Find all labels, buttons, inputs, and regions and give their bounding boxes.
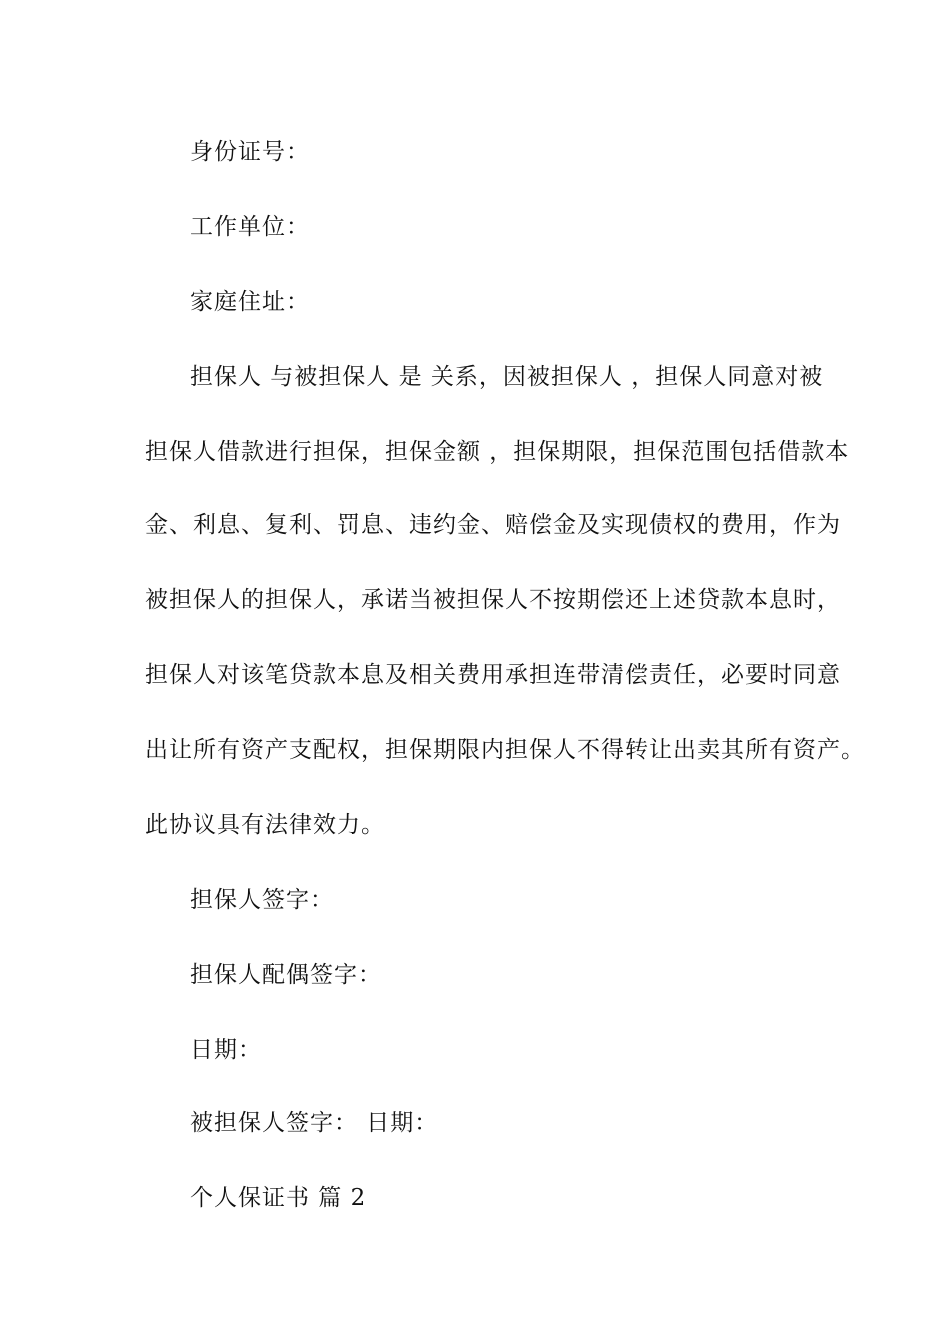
paragraph-line: 担保人对该笔贷款本息及相关费用承担连带清偿责任，必要时同意: [145, 662, 841, 688]
guarantor-spouse-signature-label: 担保人配偶签字：: [190, 962, 382, 988]
paragraph-line: 出让所有资产支配权，担保期限内担保人不得转让出卖其所有资产。: [145, 737, 865, 763]
section-title: 个人保证书 篇 2: [190, 1185, 367, 1211]
id-number-label: 身份证号：: [190, 139, 310, 165]
paragraph-line: 被担保人的担保人，承诺当被担保人不按期偿还上述贷款本息时，: [145, 587, 841, 613]
paragraph-line: 担保人借款进行担保，担保金额 ，担保期限，担保范围包括借款本: [145, 439, 850, 465]
paragraph-line: 此协议具有法律效力。: [145, 812, 385, 838]
date-label: 日期：: [190, 1037, 262, 1063]
paragraph-line: 担保人 与被担保人 是 关系，因被担保人 ，担保人同意对被: [190, 364, 824, 390]
paragraph-line: 金、利息、复利、罚息、违约金、赔偿金及实现债权的费用，作为: [145, 512, 841, 538]
guarantor-signature-label: 担保人签字：: [190, 887, 334, 913]
guaranteed-signature-date-label: 被担保人签字： 日期：: [190, 1110, 439, 1136]
home-address-label: 家庭住址：: [190, 289, 310, 315]
work-unit-label: 工作单位：: [190, 214, 310, 240]
